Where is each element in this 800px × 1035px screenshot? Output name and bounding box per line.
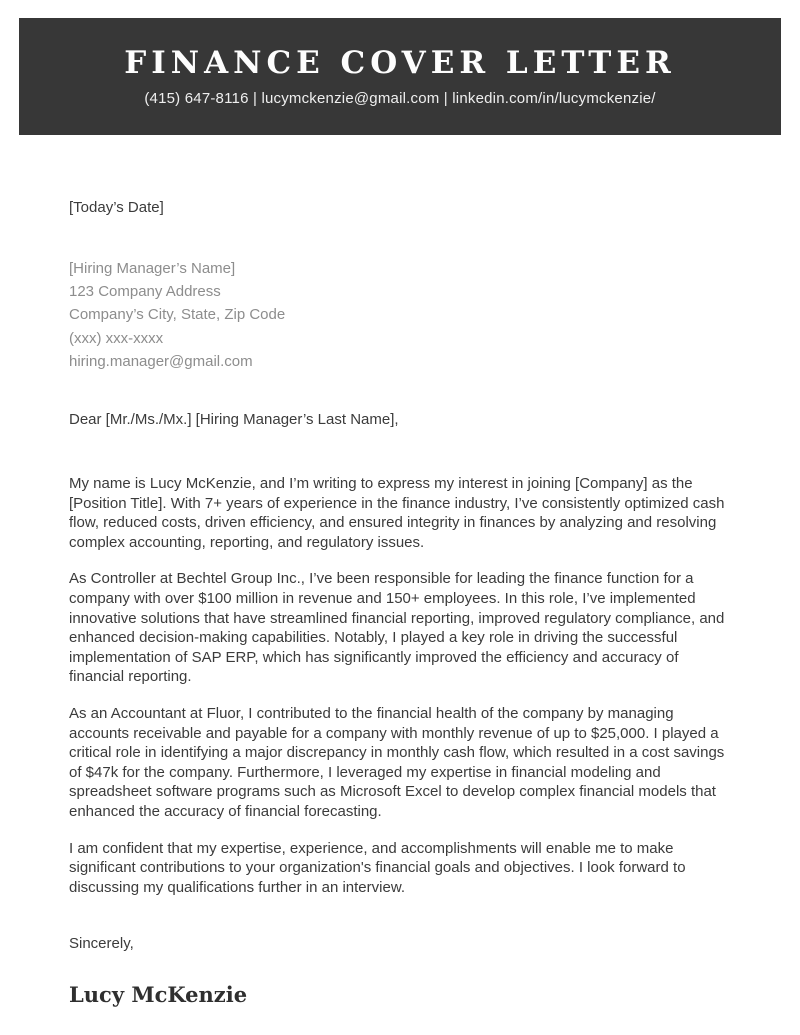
recipient-city-state-zip: Company’s City, State, Zip Code bbox=[69, 306, 286, 324]
paragraph-controller-experience: As Controller at Bechtel Group Inc., I’ve been responsible for leading the finance function for a company with over $100 million in revenue and 150+ employees. In this role, I’ve implemented innovative solutions that have streamlined financial reporting, improved regulatory compliance, and enhanced decision-making capabilities. Notably, I played a key role in driving the successful implementation of SAP ERP, which has significantly improved the efficiency and accuracy of financial reporting. bbox=[69, 570, 725, 686]
header-contact-line: (415) 647-8116 | lucymckenzie@gmail.com | linkedin.com/in/lucymckenzie/ bbox=[144, 89, 656, 107]
closing-salutation: Sincerely, bbox=[69, 935, 134, 953]
recipient-email: hiring.manager@gmail.com bbox=[69, 353, 253, 371]
recipient-phone: (xxx) xxx-xxxx bbox=[69, 329, 164, 347]
paragraph-accountant-experience: As an Accountant at Fluor, I contributed to the financial health of the company by managing accounts receivable and payable for a company with monthly revenue of up to $25,000. I played a critical role in identifying a major discrepancy in monthly cash flow, which resulted in a cost savings of $47k for the company. Furthermore, I leveraged my expertise in financial modeling and spreadsheet software programs such as Microsoft Excel to develop complex financial models that enhanced the accuracy of financial forecasting. bbox=[69, 704, 725, 820]
signature-name: Lucy McKenzie bbox=[69, 981, 248, 1007]
paragraphs-section bbox=[69, 474, 731, 897]
page-title: FINANCE COVER LETTER bbox=[124, 45, 676, 82]
recipient-name: [Hiring Manager’s Name] bbox=[69, 259, 236, 277]
recipient-block bbox=[69, 257, 731, 374]
paragraph-closing-statement: I am confident that my expertise, experience, and accomplishments will enable me to make significant contributions to your organization's financial goals and objectives. I look forward to discussing my qualifications further in an interview. bbox=[69, 839, 686, 896]
recipient-street: 123 Company Address bbox=[69, 282, 221, 300]
greeting-line: Dear [Mr./Ms./Mx.] [Hiring Manager’s Last Name], bbox=[69, 410, 399, 428]
letter-body bbox=[69, 135, 731, 1007]
date-placeholder: [Today’s Date] bbox=[69, 199, 164, 216]
paragraph-intro: My name is Lucy McKenzie, and I’m writing to express my interest in joining [Company] as the [Position Title]. With 7+ years of experience in the finance industry, I’ve consistently optimized cash flow, reduced costs, driven efficiency, and ensured integrity in finances by analyzing and resolving complex accounting, reporting, and regulatory issues. bbox=[69, 475, 725, 551]
header-band bbox=[19, 18, 781, 135]
